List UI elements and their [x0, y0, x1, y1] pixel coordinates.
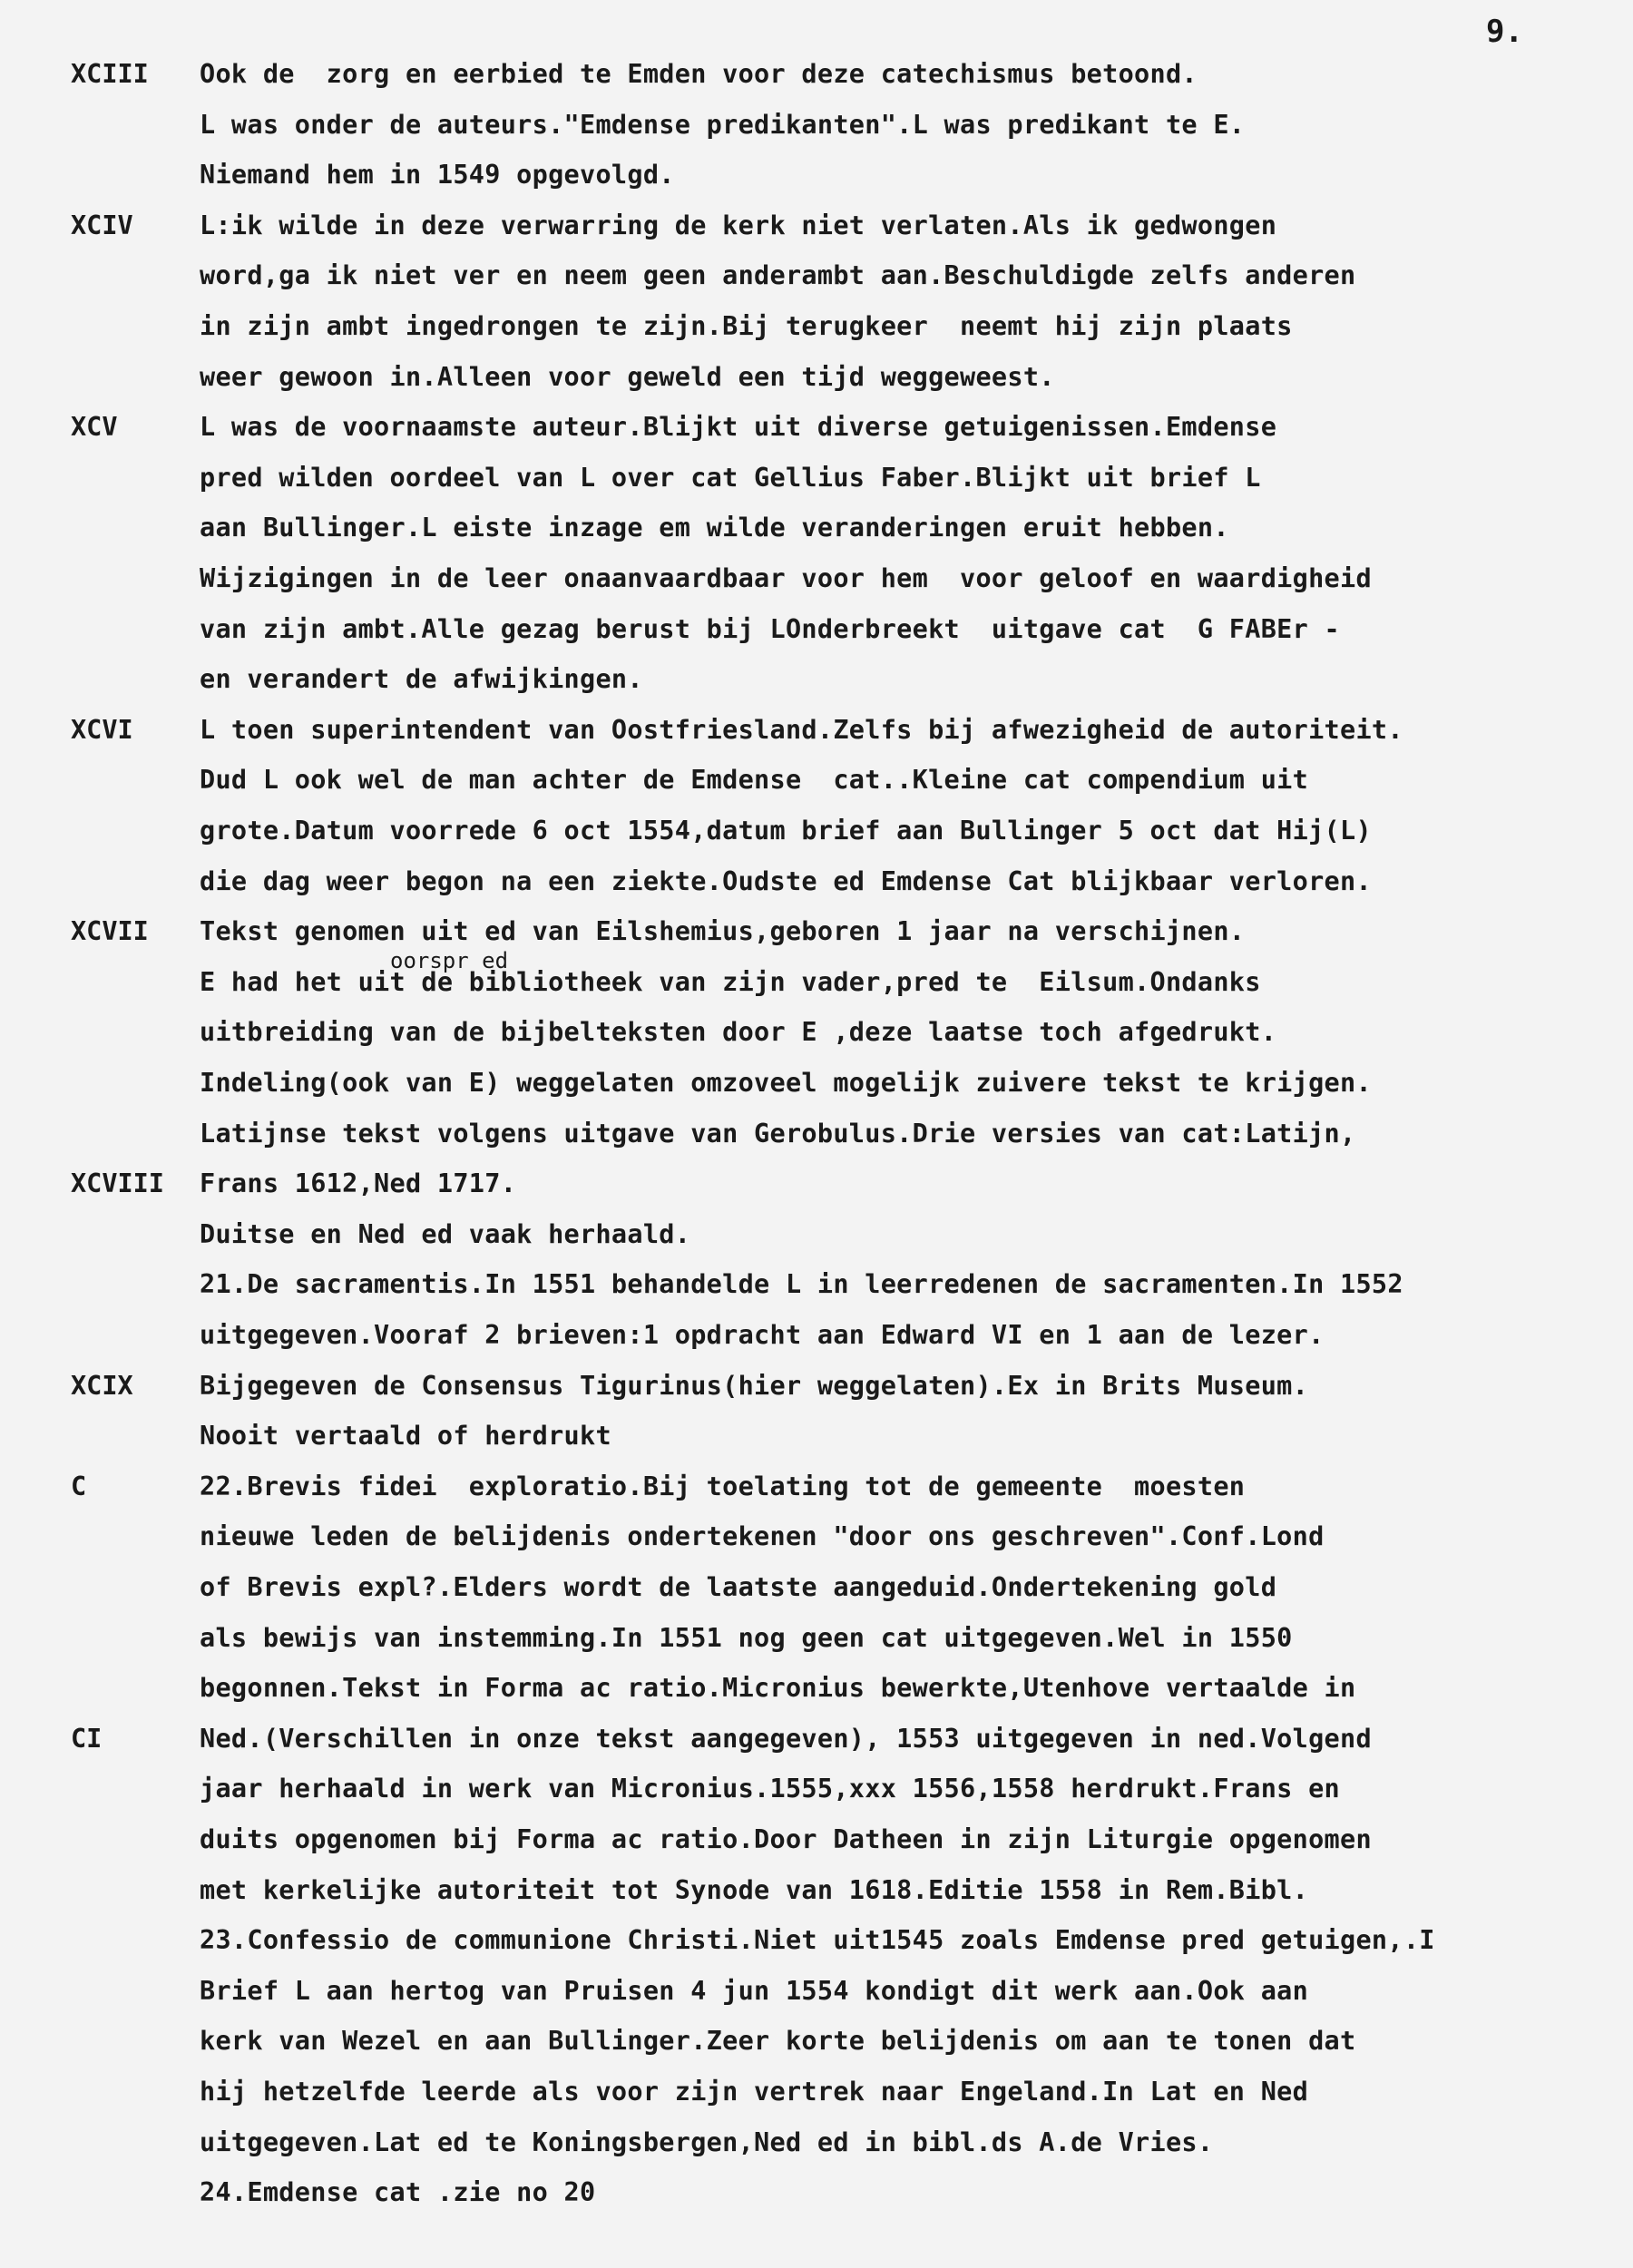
text-line: nieuwe leden de belijdenis ondertekenen "door ons geschreven".Conf.Lond [200, 1521, 1325, 1552]
text-line: 21.De sacramentis.In 1551 behandelde L in leerredenen de sacramenten.In 1552 [200, 1269, 1403, 1300]
text-line: Ned.(Verschillen in onze tekst aangegeven), 1553 uitgegeven in ned.Volgend [200, 1723, 1372, 1754]
text-line: L was de voornaamste auteur.Blijkt uit diverse getuigenissen.Emdense [200, 412, 1277, 443]
text-line: die dag weer begon na een ziekte.Oudste ed Emdense Cat blijkbaar verloren. [200, 865, 1372, 896]
text-line: in zijn ambt ingedrongen te zijn.Bij terugkeer neemt hij zijn plaats [200, 311, 1293, 341]
text-line: L:ik wilde in deze verwarring de kerk niet verlaten.Als ik gedwongen [200, 210, 1277, 240]
text-line: of Brevis expl?.Elders wordt de laatste aangeduid.Ondertekening gold [200, 1572, 1277, 1602]
text-line: Niemand hem in 1549 opgevolgd. [200, 160, 675, 191]
text-line: Nooit vertaald of herdrukt [200, 1421, 611, 1452]
text-line: L was onder de auteurs."Emdense predikanten".L was predikant te E. [200, 109, 1246, 140]
text-line: Indeling(ook van E) weggelaten omzoveel mogelijk zuivere tekst te krijgen. [200, 1068, 1372, 1098]
text-line: pred wilden oordeel van L over cat Gellius Faber.Blijkt uit brief L [200, 462, 1261, 493]
text-line: Duitse en Ned ed vaak herhaald. [200, 1218, 691, 1249]
text-line: Dud L ook wel de man achter de Emdense cat..Kleine cat compendium uit [200, 765, 1309, 796]
text-line: aan Bullinger.L eiste inzage em wilde veranderingen eruit hebben. [200, 513, 1229, 543]
text-line: uitbreiding van de bijbelteksten door E ,deze laatse toch afgedrukt. [200, 1017, 1277, 1048]
section-number: CI [71, 1723, 103, 1754]
text-line: van zijn ambt.Alle gezag berust bij LOnderbreekt uitgave cat G FABEr - [200, 613, 1341, 644]
text-line: en verandert de afwijkingen. [200, 664, 643, 695]
text-line: L toen superintendent van Oostfriesland.Zelfs bij afwezigheid de autoriteit. [200, 714, 1403, 745]
section-number: XCVIII [71, 1168, 164, 1199]
text-line: uitgegeven.Vooraf 2 brieven:1 opdracht aan Edward VI en 1 aan de lezer. [200, 1320, 1325, 1350]
text-line: Latijnse tekst volgens uitgave van Gerobulus.Drie versies van cat:Latijn, [200, 1118, 1356, 1149]
text-line: Bijgegeven de Consensus Tigurinus(hier weggelaten).Ex in Brits Museum. [200, 1370, 1309, 1401]
text-line: 22.Brevis fidei exploratio.Bij toelating tot de gemeente moesten [200, 1471, 1246, 1501]
text-line: Wijzigingen in de leer onaanvaardbaar voor hem voor geloof en waardigheid [200, 563, 1372, 593]
section-number: C [71, 1471, 87, 1501]
section-number: XCIX [71, 1370, 133, 1401]
section-number: XCV [71, 412, 118, 443]
text-line: begonnen.Tekst in Forma ac ratio.Micronius bewerkte,Utenhove vertaalde in [200, 1673, 1356, 1704]
section-number: XCIII [71, 59, 149, 89]
text-line: hij hetzelfde leerde als voor zijn vertrek naar Engeland.In Lat en Ned [200, 2077, 1309, 2107]
text-line: Ook de zorg en eerbied te Emden voor deze catechismus betoond. [200, 59, 1198, 89]
text-line: 24.Emdense cat .zie no 20 [200, 2177, 596, 2208]
interline-note: oorspr ed [390, 948, 509, 973]
text-line: kerk van Wezel en aan Bullinger.Zeer korte belijdenis om aan te tonen dat [200, 2026, 1356, 2057]
section-number: XCVII [71, 916, 149, 947]
text-line: Frans 1612,Ned 1717. [200, 1168, 517, 1199]
text-line: 23.Confessio de communione Christi.Niet uit1545 zoals Emdense pred getuigen,.I [200, 1925, 1435, 1956]
text-line: uitgegeven.Lat ed te Koningsbergen,Ned ed in bibl.ds A.de Vries. [200, 2126, 1214, 2157]
text-line: E had het uit de bibliotheek van zijn vader,pred te Eilsum.Ondanks [200, 966, 1261, 997]
text-line: als bewijs van instemming.In 1551 nog geen cat uitgegeven.Wel in 1550 [200, 1622, 1293, 1653]
text-line: word,ga ik niet ver en neem geen anderambt aan.Beschuldigde zelfs anderen [200, 260, 1356, 291]
text-line: met kerkelijke autoriteit tot Synode van 1618.Editie 1558 in Rem.Bibl. [200, 1874, 1309, 1905]
section-number: XCIV [71, 210, 133, 240]
page-number: 9. [1486, 14, 1523, 50]
section-number: XCVI [71, 714, 133, 745]
text-line: jaar herhaald in werk van Micronius.1555,xxx 1556,1558 herdrukt.Frans en [200, 1774, 1341, 1804]
text-line: duits opgenomen bij Forma ac ratio.Door Datheen in zijn Liturgie opgenomen [200, 1824, 1372, 1854]
text-line: grote.Datum voorrede 6 oct 1554,datum brief aan Bullinger 5 oct dat Hij(L) [200, 816, 1372, 846]
text-line: Tekst genomen uit ed van Eilshemius,geboren 1 jaar na verschijnen. [200, 916, 1246, 947]
text-line: Brief L aan hertog van Pruisen 4 jun 1554 kondigt dit werk aan.Ook aan [200, 1975, 1309, 2006]
text-line: weer gewoon in.Alleen voor geweld een tijd weggeweest. [200, 361, 1055, 392]
